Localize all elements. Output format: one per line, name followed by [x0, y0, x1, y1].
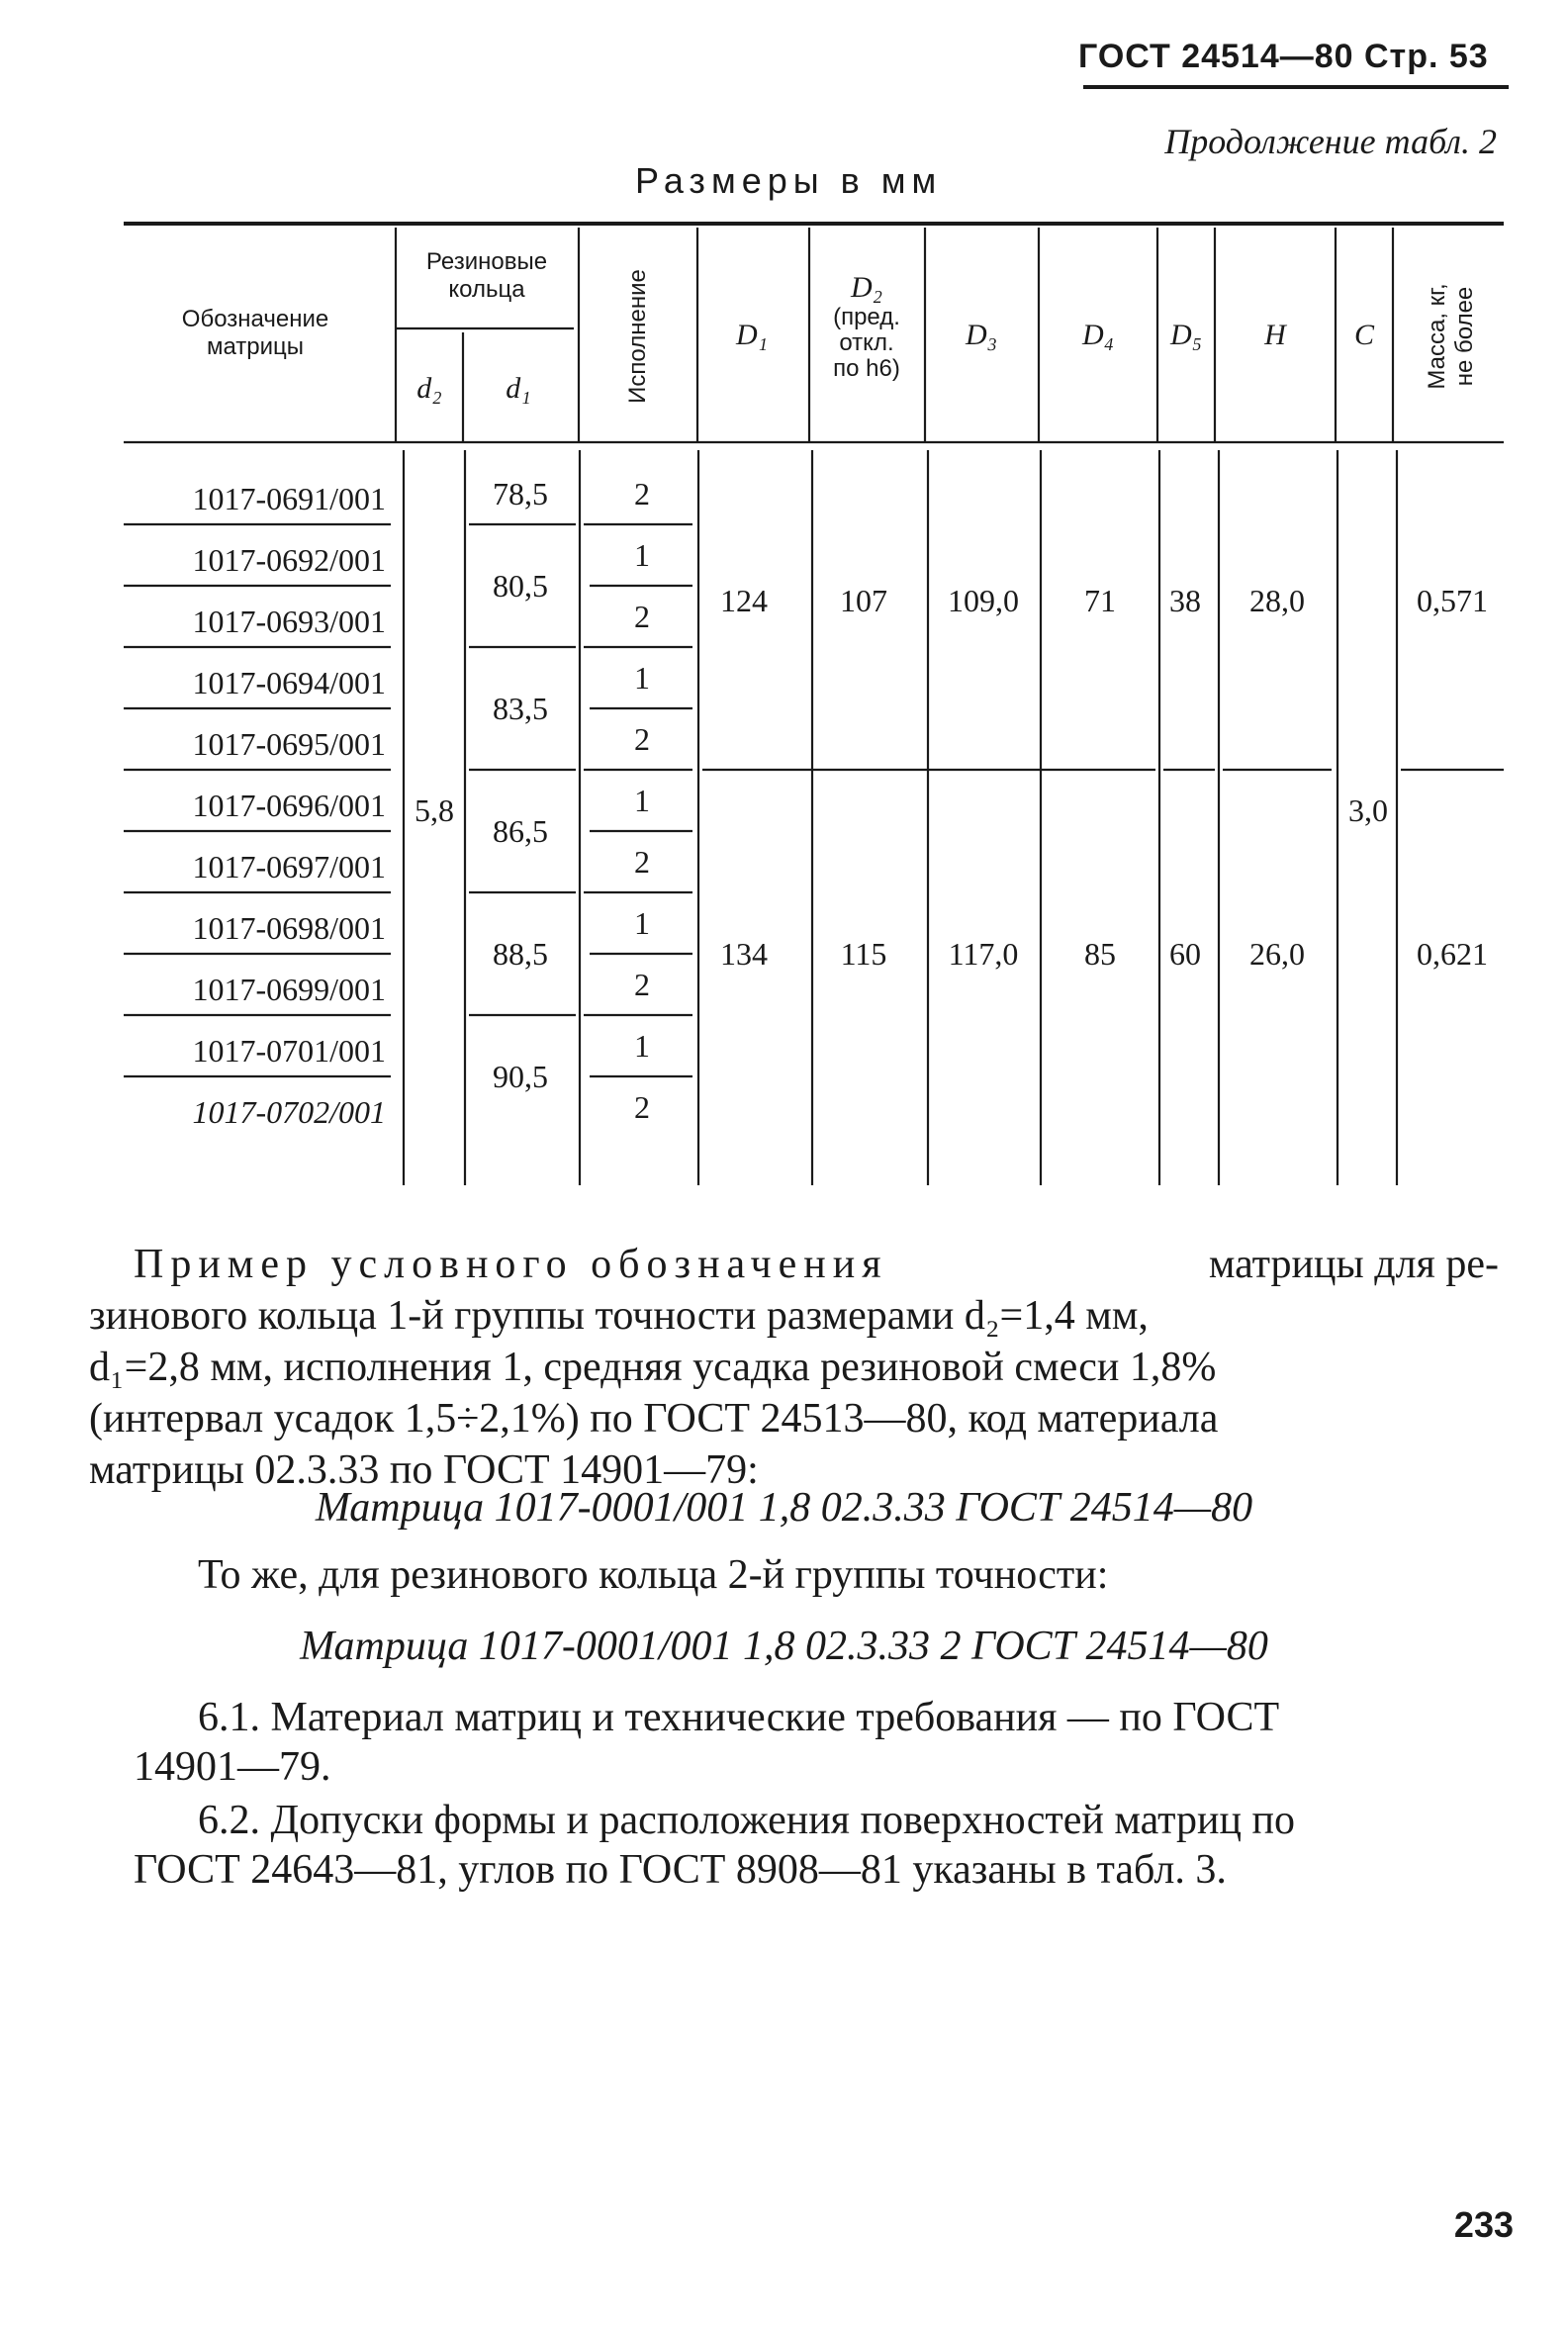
- example-paragraph: [89, 1239, 1499, 1496]
- th-designation-2: матрицы: [206, 333, 305, 360]
- th-execution: Исполнение: [624, 269, 651, 404]
- example-line: (интервал усадок 1,5÷2,1%) по ГОСТ 24513—80, код материала: [89, 1396, 1219, 1442]
- D3-cell: 117,0: [948, 936, 1019, 972]
- designation-cell: 1017-0694/001: [192, 665, 386, 700]
- H-cell: 28,0: [1249, 583, 1305, 618]
- designation-cell: 1017-0692/001: [192, 542, 386, 578]
- d1-cell: 83,5: [493, 691, 548, 726]
- D3-cell: 109,0: [948, 583, 1019, 618]
- th-D2-note-3: по h6): [833, 355, 900, 382]
- execution-cell: 1: [634, 660, 650, 696]
- execution-cell: 1: [634, 905, 650, 941]
- clause-6-1-line-2: 14901—79.: [134, 1744, 331, 1790]
- execution-cell: 2: [634, 721, 650, 757]
- D2-cell: 107: [840, 583, 887, 618]
- D1-cell: 124: [720, 583, 768, 618]
- d1-cell: 88,5: [493, 936, 548, 972]
- th-designation-1: Обозначение: [181, 306, 329, 332]
- th-mass-2: не более: [1451, 286, 1478, 387]
- th-D2-note-1: (пред.: [833, 304, 900, 330]
- designation-formula-2: Матрица 1017-0001/001 1,8 02.3.33 2 ГОСТ 24514—80: [300, 1624, 1268, 1669]
- d1-cell: 86,5: [493, 813, 548, 849]
- same-for-line: То же, для резинового кольца 2-й группы точности:: [198, 1552, 1109, 1598]
- d1-cell: 90,5: [493, 1059, 548, 1094]
- execution-cell: 2: [634, 599, 650, 634]
- clause-6-2-line-1: 6.2. Допуски формы и расположения поверхностей матриц по: [198, 1798, 1295, 1843]
- clause-6-2-line-2: ГОСТ 24643—81, углов по ГОСТ 8908—81 указаны в табл. 3.: [134, 1847, 1227, 1893]
- th-D1: D₁: [735, 319, 769, 351]
- D1-cell: 134: [720, 936, 768, 972]
- D4-cell: 85: [1084, 936, 1116, 972]
- th-C: C: [1353, 319, 1375, 351]
- th-D5: D₅: [1169, 319, 1203, 351]
- th-d1: d₁: [506, 372, 531, 405]
- C-cell: 3,0: [1348, 792, 1388, 828]
- th-D4: D₄: [1081, 319, 1115, 351]
- example-line: матрицы для ре-: [1208, 1242, 1499, 1287]
- th-D2-note-2: откл.: [839, 329, 894, 356]
- table-continuation-label: Продолжение табл. 2: [1164, 122, 1497, 161]
- th-D3: D₃: [965, 319, 998, 351]
- page-number: 233: [1453, 2204, 1514, 2245]
- designation-cell: 1017-0696/001: [192, 788, 386, 823]
- execution-cell: 1: [634, 1028, 650, 1064]
- D5-cell: 60: [1169, 936, 1201, 972]
- d1-cell: 80,5: [493, 568, 548, 604]
- execution-cell: 1: [634, 537, 650, 573]
- example-line: зинового кольца 1-й группы точности размерами d₂=1,4 мм,: [89, 1293, 1149, 1339]
- execution-cell: 2: [634, 967, 650, 1002]
- th-H: H: [1264, 319, 1286, 351]
- designation-cell: 1017-0702/001: [192, 1094, 386, 1130]
- units-label: Размеры в мм: [635, 160, 943, 201]
- designation-cell: 1017-0697/001: [192, 849, 386, 884]
- example-heading: Пример условного обозначения: [134, 1242, 888, 1287]
- designation-cell: 1017-0698/001: [192, 910, 386, 946]
- execution-cell: 2: [634, 844, 650, 880]
- D4-cell: 71: [1084, 583, 1116, 618]
- mass-cell: 0,571: [1417, 583, 1488, 618]
- D2-cell: 115: [840, 936, 887, 972]
- H-cell: 26,0: [1249, 936, 1305, 972]
- th-mass-1: Масса, кг,: [1424, 283, 1450, 390]
- designation-cell: 1017-0699/001: [192, 972, 386, 1007]
- execution-cell: 1: [634, 783, 650, 818]
- designation-formula-1: Матрица 1017-0001/001 1,8 02.3.33 ГОСТ 24514—80: [315, 1485, 1253, 1531]
- example-line: d₁=2,8 мм, исполнения 1, средняя усадка резиновой смеси 1,8%: [89, 1345, 1217, 1390]
- d2-cell: 5,8: [415, 792, 454, 828]
- designation-cell: 1017-0691/001: [192, 481, 386, 516]
- th-D2: D₂: [850, 271, 883, 304]
- page-header: ГОСТ 24514—80 Стр. 53: [1078, 38, 1489, 75]
- execution-cell: 2: [634, 1089, 650, 1125]
- d1-cell: 78,5: [493, 476, 548, 512]
- body-column-separators: [404, 450, 1397, 1185]
- execution-cell: 2: [634, 476, 650, 512]
- example-line: матрицы 02.3.33 по ГОСТ 14901—79:: [89, 1447, 759, 1493]
- clause-6-1-line-1: 6.1. Материал матриц и технические требования — по ГОСТ: [198, 1695, 1280, 1740]
- D5-cell: 38: [1169, 583, 1201, 618]
- th-d2: d₂: [416, 372, 442, 405]
- mass-cell: 0,621: [1417, 936, 1488, 972]
- designation-cell: 1017-0693/001: [192, 604, 386, 639]
- th-rubber-rings-2: кольца: [448, 276, 525, 303]
- th-rubber-rings-1: Резиновые: [425, 248, 548, 275]
- designation-cell: 1017-0695/001: [192, 726, 386, 762]
- designation-cell: 1017-0701/001: [192, 1033, 386, 1069]
